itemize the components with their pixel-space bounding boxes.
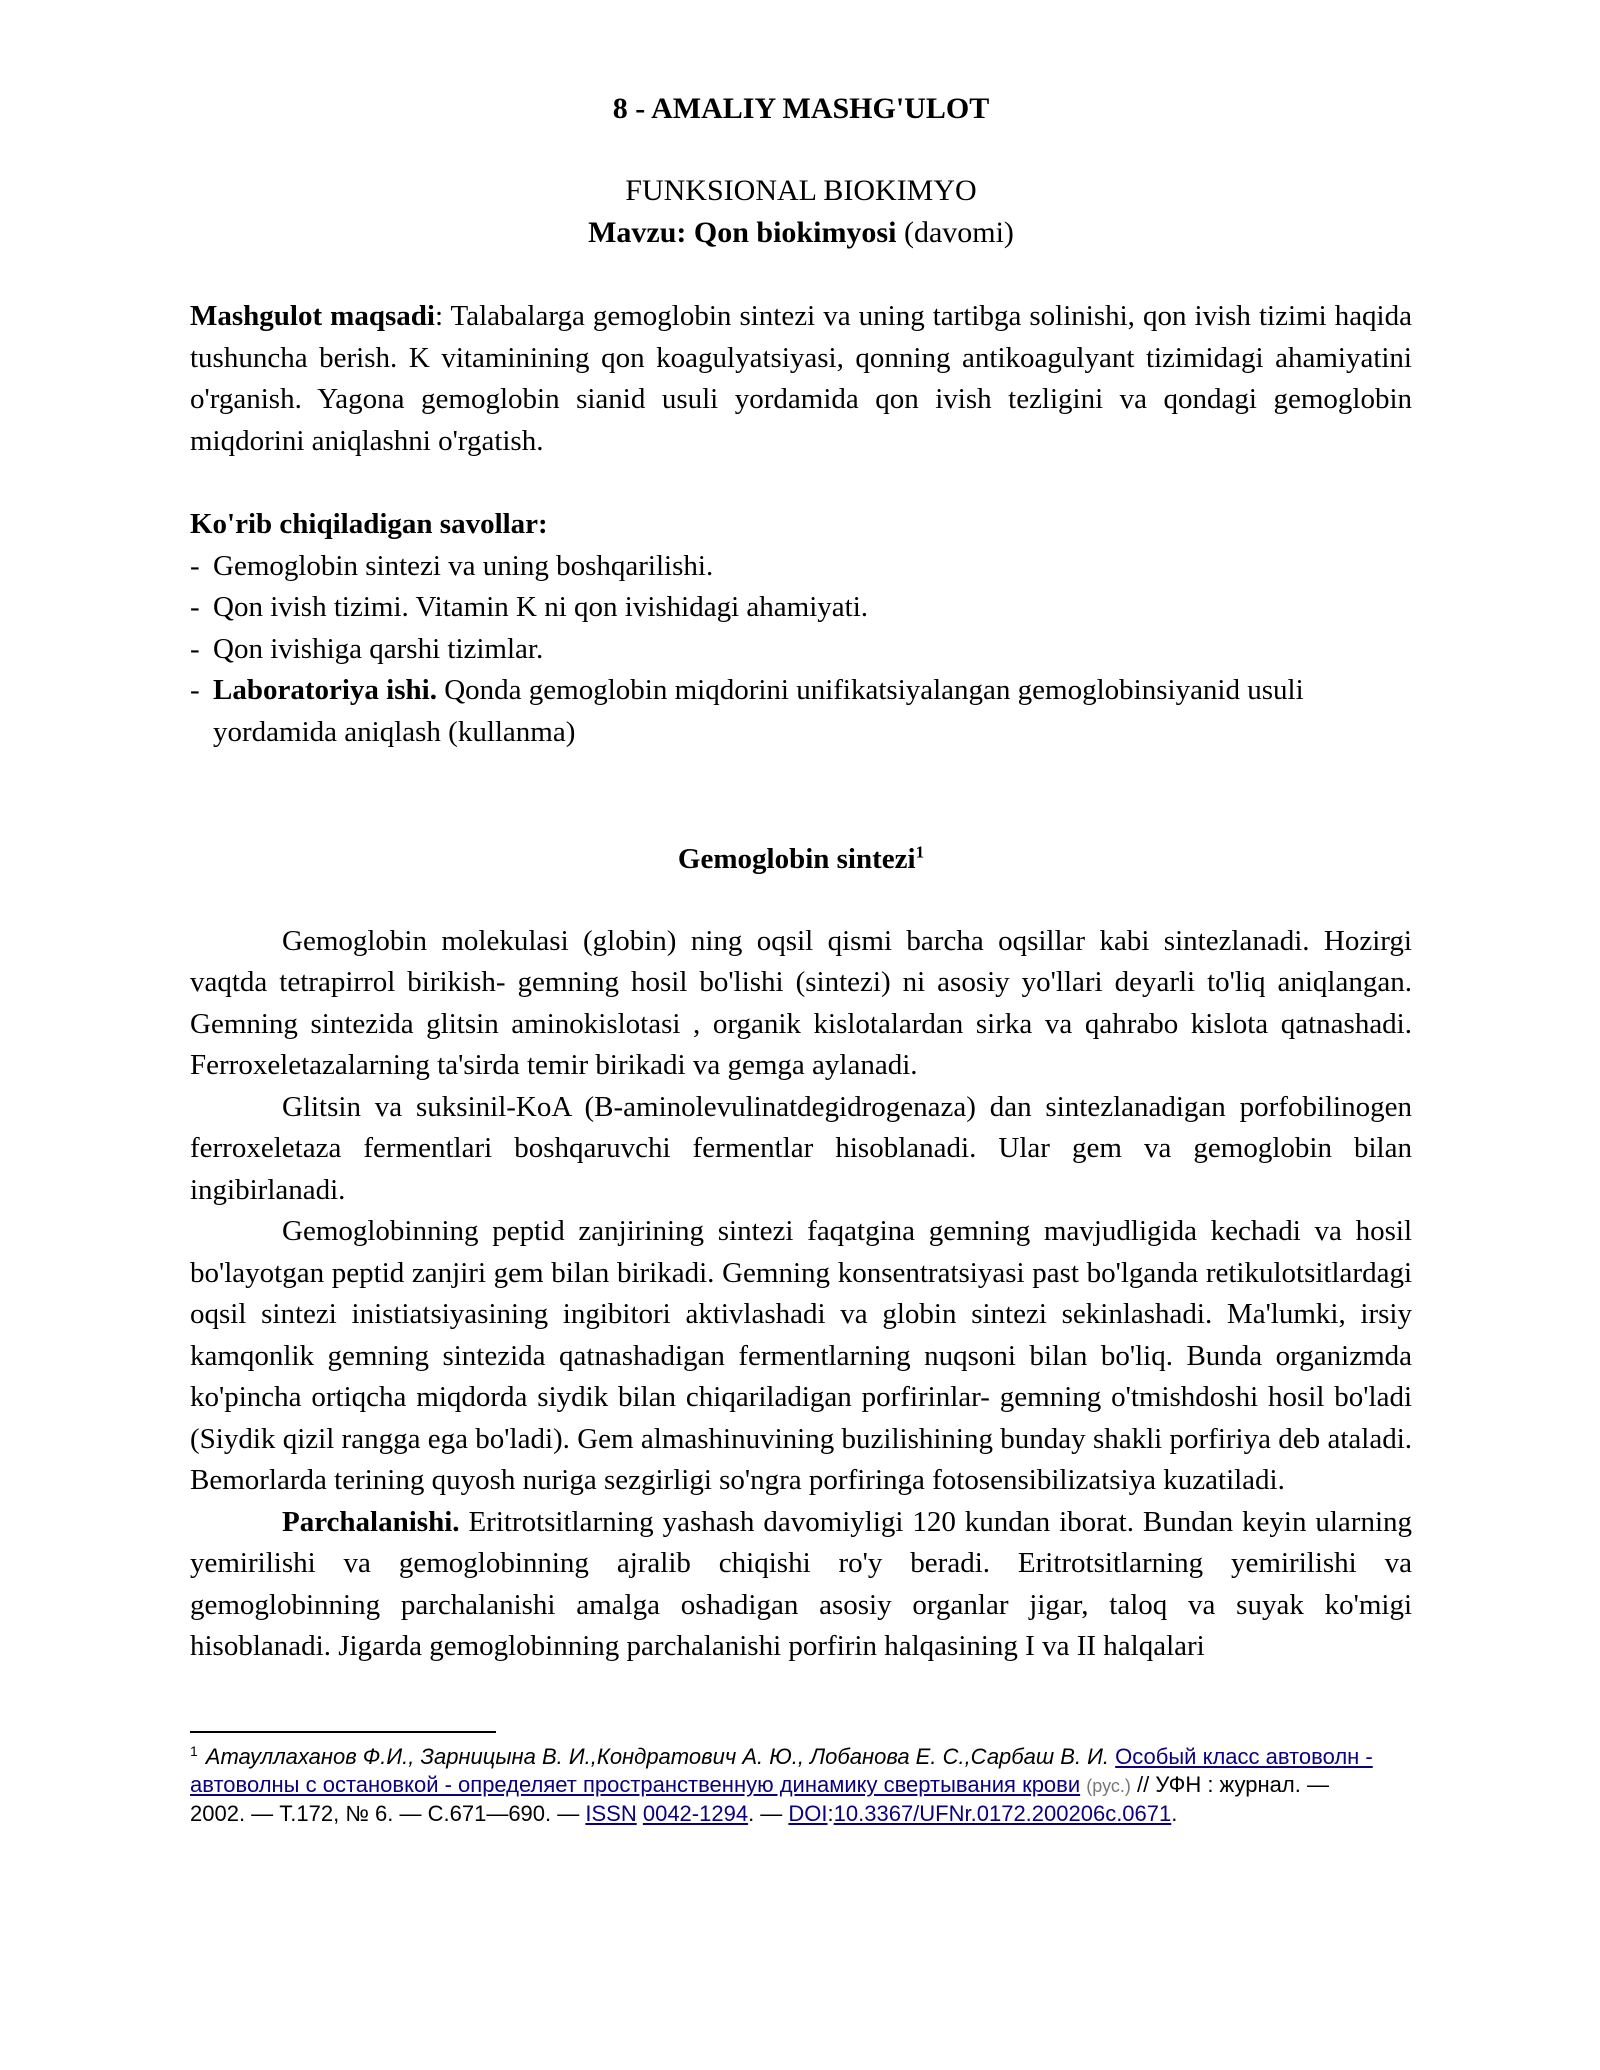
question-item: [190, 546, 1412, 588]
issn-link[interactable]: ISSN: [585, 1801, 637, 1826]
body-paragraph: Glitsin va suksinil-KoA (B-aminolevulinatdegidrogenaza) dan sintezlanadigan porfobilinogen ferroxeletaza fermentlari boshqaruvchi fermentlar hisoblanadi. Ular gem va gemoglobin bilan ingibirlanadi.: [190, 1090, 1412, 1206]
body-paragraph-last: [190, 1502, 1412, 1668]
list-dash: -: [190, 549, 200, 582]
paragraph-text: Eritrotsitlarning yashash davomiyligi 120 kundan iborat. Bundan keyin ularning yemirilishi va gemoglobinning ajralib chiqishi ro'y beradi. Eritrotsitlarning yemirilishi va gemoglobinning parchalanishi amalga oshadigan asosiy organlar jigar, taloq va suyak ko'migi hisoblanadi. Jigarda gemoglobinning parchalanishi porfirin halqasining I va II halqalari: [190, 1505, 1412, 1662]
lab-text: Qonda gemoglobin miqdorini unifikatsiyalangan gemoglobinsiyanid usuli yordamida aniqlash (kullanma): [213, 674, 1304, 748]
doi-link[interactable]: DOI: [788, 1801, 828, 1826]
body-paragraph: Gemoglobinning peptid zanjirining sintezi faqatgina gemning mavjudligida kechadi va hosil bo'layotgan peptid zanjiri gem bilan birikadi. Gemning konsentratsiyasi past bo'lganda retikulotsitlardagi oqsil sintezi inistiatsiyasining ingibitori aktivlashadi va globin sintezi sekinlashadi. Ma'lumki, irsiy kamqonlik gemning sintezida qatnashadigan fermentlarning nuqsoni bilan bo'liq. Bunda organizmda ko'pincha ortiqcha miqdorda siydik bilan chiqariladigan porfirinlar- gemning o'tmishdoshi hosil bo'ladi (Siydik qizil rangga ega bo'ladi). Gem almashinuvining buzilishining bunday shakli porfiriya deb ataladi. Bemorlarda terining quyosh nuriga sezgirligi so'ngra porfiringa fotosensibilizatsiya kuzatiladi.: [190, 1215, 1412, 1496]
footnote-end: .: [1171, 1801, 1178, 1826]
doi-value-link[interactable]: 10.3367/UFNr.0172.200206c.0671: [833, 1801, 1172, 1826]
questions-list: [190, 546, 1412, 754]
questions-heading: Ko'rib chiqiladigan savollar:: [190, 508, 548, 540]
list-dash: -: [190, 632, 200, 665]
footnote-authors: Атауллаханов Ф.И., Зарницына В. И.,Кондратович А. Ю., Лобанова Е. С.,Сарбаш В. И.: [205, 1744, 1110, 1769]
footnote-sep: //: [1130, 1772, 1150, 1797]
footnote-lang: (рус.): [1086, 1776, 1131, 1796]
question-text: Gemoglobin sintezi va uning boshqarilishi.: [213, 549, 714, 582]
document-title: 8 - AMALIY MASHG'ULOT: [612, 92, 990, 125]
list-dash: -: [190, 591, 200, 623]
list-dash: -: [190, 674, 200, 706]
footnote-number: 1: [190, 1742, 198, 1759]
question-item: [190, 629, 1412, 671]
footnote-reference[interactable]: 1: [915, 842, 925, 862]
issn-value-link[interactable]: 0042-1294: [642, 1801, 749, 1826]
section-heading: [190, 839, 1412, 881]
page-content: [190, 88, 1412, 1668]
aim-label: Mashgulot maqsadi: [190, 300, 435, 332]
footnote: $^1$ Атауллаханов Ф.И., Зарницына В. И.,Кондратович А. Ю., Лобанова Е. С.,Сарбаш В. И. Особый класс автоволн - автоволны с остановкой - определяет пространственную динамику свертывания крови (рус.) // УФН : журнал. — 2002. — Т.172, № 6. — С.671—690. — ISSN 0042-1294. — DOI:10.3367/UFNr.0172.200206c.0671.: [190, 1742, 1373, 1826]
aim-text: : Talabalarga gemoglobin sintezi va uning tartibga solinishi, qon ivish tizimi haqida tushuncha berish. K vitaminining qon koagulyatsiyasi, qonning antikoagulyant tizimidagi ahamiyatini o'rganish. Yagona gemoglobin sianid usuli yordamida qon ivish tezligini va qondagi gemoglobin miqdorini aniqlashni o'rgatish.: [190, 300, 1412, 457]
topic-line: [190, 212, 1412, 254]
question-item: [190, 587, 1412, 629]
aim-paragraph: [190, 296, 1412, 462]
section-body: [190, 921, 1412, 1668]
footnote-title-link[interactable]: Особый класс автоволн - автоволны с остановкой - определяет пространственную динамику свертывания крови: [190, 1744, 1373, 1797]
footnote-divider: [190, 1731, 496, 1733]
question-text: Qon ivishiga qarshi tizimlar.: [213, 632, 544, 665]
section-title: Gemoglobin sintezi: [677, 843, 916, 875]
body-paragraph: Gemoglobin molekulasi (globin) ning oqsil qismi barcha oqsillar kabi sintezlanadi. Hozirgi vaqtda tetrapirrol birikish- gemning hosil bo'lishi (sintezi) ni asosiy yo'llari deyarli to'liq aniqlangan. Gemning sintezida glitsin aminokislotasi , organik kislotalardan sirka va qahrabo kislota qatnashadi. Ferroxeletazalarning ta'sirda temir birikadi va gemga aylanadi.: [190, 924, 1412, 1081]
footnote-dash: . —: [748, 1801, 789, 1826]
footnote-journal: УФН : журнал. — 2002. — Т.172, № 6. — С.671—690. —: [190, 1772, 1329, 1826]
lab-label: Laboratoriya ishi.: [213, 674, 437, 706]
topic-label: Mavzu: Qon biokimyosi: [588, 216, 897, 249]
paragraph-label: Parchalanishi.: [282, 1505, 460, 1538]
topic-suffix: (davomi): [896, 216, 1014, 249]
question-text: Qon ivish tizimi. Vitamin K ni qon ivishidagi ahamiyati.: [213, 591, 869, 623]
question-item-lab: [190, 670, 1412, 753]
subject-name: FUNKSIONAL BIOKIMYO: [625, 174, 977, 207]
